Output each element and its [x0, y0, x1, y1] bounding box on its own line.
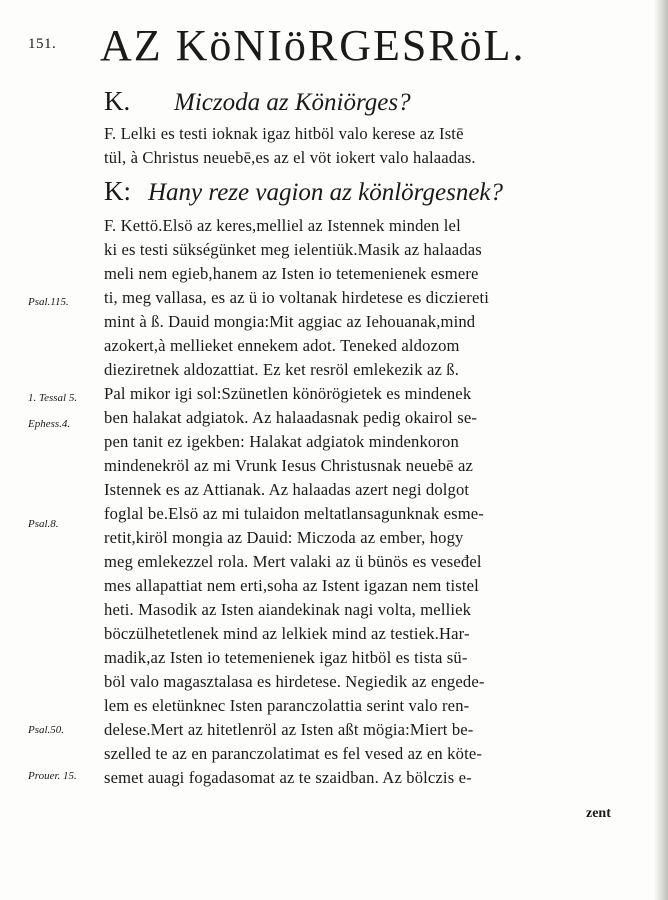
margin-reference: Prouer. 15. — [28, 770, 77, 782]
answer-line: lem es eletünknec Isten paranczolattia serint valo ren- — [104, 696, 470, 715]
answer-line: szelled te az en paranczolatimat es fel vesed az en köte- — [104, 744, 483, 763]
answer-line: retit,kiröl mongia az Dauid: Miczoda az ember, hogy — [104, 528, 464, 547]
answer-line: heti. Masodik az Isten aiandekinak nagi volta, melliek — [104, 600, 472, 619]
answer-line: böl valo magasztalasa es hirdetese. Negiedik az engede- — [104, 672, 485, 691]
catchword: zent — [586, 806, 611, 821]
answer-line: meli nem egieb,hanem az Isten io tetemenienek esmere — [104, 264, 479, 283]
page-gutter-shadow — [654, 0, 668, 900]
answer-line: ti, meg vallasa, es az ü io voltanak hirdetese es dicziereti — [104, 288, 489, 307]
answer-line: meg emlekezzel rola. Mert valaki az ü bünös es veseđel — [104, 552, 482, 571]
answer-line: Istennek es az Attianak. Az halaadas azert negi dolgot — [104, 480, 470, 499]
answer-line: delese.Mert az hitetlenröl az Isten aßt mögia:Miert be- — [104, 720, 474, 739]
answer-line: azokert,à mellieket ennekem adot. Teneked aldozom — [104, 336, 460, 355]
answer-line: pen tanit ez igekben: Halakat adgiatok mindenkoron — [104, 432, 459, 451]
margin-reference: Psal.8. — [28, 518, 59, 530]
margin-reference: Psal.115. — [28, 296, 69, 308]
running-title: AZ KöNIöRGESRöL. — [100, 21, 526, 70]
answer-line: Pal mikor igi sol:Szünetlen könörögietek es mindenek — [104, 384, 472, 403]
answer-line: semet auagi fogadasomat az te szaidban. Az bölczis e- — [104, 768, 472, 787]
page-number: 151. — [28, 36, 57, 52]
margin-reference: Psal.50. — [28, 724, 65, 736]
question-1 — [104, 86, 411, 117]
margin-reference: Ephess.4. — [28, 418, 71, 430]
answer-line: mindenekröl az mi Vrunk Iesus Christusnak neuebē az — [104, 456, 474, 475]
answer-line: böczülhetetlenek mind az lelkiek mind az testiek.Har- — [104, 624, 470, 643]
answer-line: ki es testi sükségünket meg ielentiük.Masik az halaadas — [104, 240, 482, 259]
question-marker: K: — [104, 176, 131, 206]
margin-reference: 1. Tessal 5. — [28, 392, 78, 404]
answer-line: F. Kettö.Elsö az keres,melliel az Istennek minden lel — [104, 216, 461, 235]
question-2 — [104, 176, 503, 207]
question-marker: K. — [104, 86, 131, 116]
answer-line: F. Lelki es testi ioknak igaz hitböl valo kerese az Istē — [104, 124, 464, 143]
question-text: Miczoda az Köniörges? — [174, 89, 411, 116]
answer-line: mes allapattiat nem erti,soha az Istent igazan nem tistel — [104, 576, 479, 595]
answer-line: foglal be.Elsö az mi tulaidon meltatlansagunknak esme- — [104, 504, 484, 523]
answer-line: tül, à Christus neuebē,es az el vöt iokert valo halaadas. — [104, 148, 476, 167]
question-text: Hany reze vagion az könlörgesnek? — [148, 179, 504, 206]
answer-line: dieziretnek aldozattiat. Ez ket resröl emlekezik az ß. — [104, 360, 460, 379]
answer-line: madik,az Isten io tetemenienek igaz hitböl es tista sü- — [104, 648, 468, 667]
answer-line: ben halakat adgiatok. Az halaadasnak pedig okairol se- — [104, 408, 478, 427]
answer-line: mint à ß. Dauid mongia:Mit aggiac az Iehouanak,mind — [104, 312, 476, 331]
